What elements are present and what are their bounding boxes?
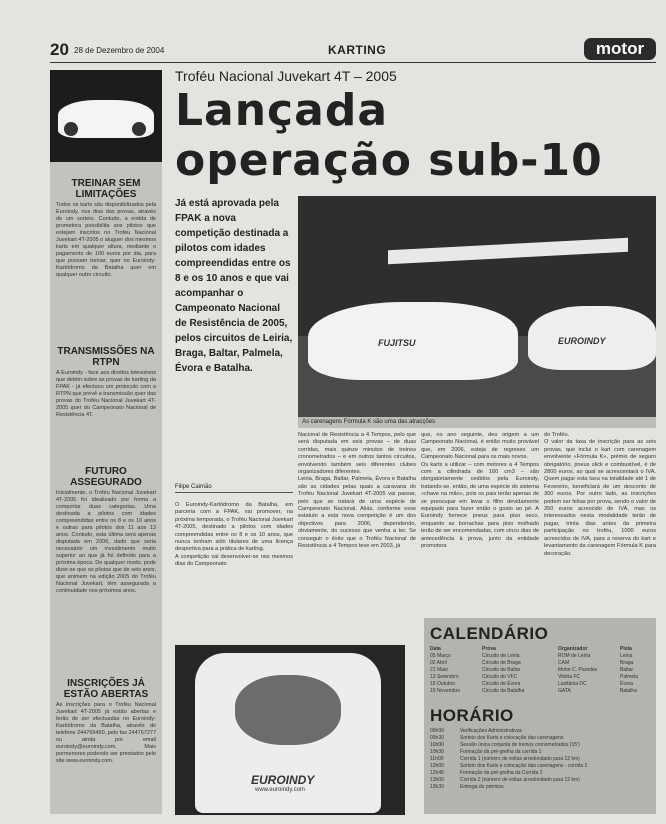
schedule-title: HORÁRIO bbox=[430, 706, 514, 725]
calendar-cell: 13 Setembro bbox=[430, 674, 459, 680]
schedule-row bbox=[430, 749, 654, 756]
calendar-cell: Circuito de Leiria bbox=[482, 653, 520, 659]
calendar-cell: Circuito de Évora bbox=[482, 681, 521, 687]
calendar-cell: Circuito de Braga bbox=[482, 660, 521, 666]
article-column-1: O Euroindy-Kartódromo da Batalha, em parceria com a FPAK, vai promover, na próxima temporada, o Troféu Nacional Juvekart 4T-2005, destinado a pilotos com idades compreendidas entre os 8 e os 10 anos, que nunca tenham sido titulares de uma licença desportiva para a prática de karting. A competição vai desenvolver-se nos mesmos dias do Campeonato bbox=[175, 502, 293, 568]
sidebar-box-text: As inscrições para o Troféu Nacional Juvekart 4T-2005 já estão abertas e terão de ser efectuadas no Euroindy-Kartódromo da Batalha, através do telefone 244769450, pelo fax 244767277 ou ainda por email euroindy@euroindy.com. Mais pormenores podendo ser prestados pelo site www.euroindy.com. bbox=[56, 702, 157, 764]
article-column-2: Nacional de Resistência a 4 Tempos, pelo que será disputada em seis provas – de duas corridas, mais quinze minutos de treinos cronometrados – e em outros tantos circuitos, envolvendo também seis diferentes clubes organizadores diferentes. Leiria, Braga, Baltar, Palmela, Évora e Batalha são as cidades pelas quais a caravana do Troféu Nacional Juvekart 4T-2005 vai passar, pelo que se tratará de uma espécie de Campeonato Nacional. Aliás, conforme esse estatuto a esta nova competição é um dos objectivos para 2006, dependendo, obviamente, do sucesso que venha a ter. Se conseguir o êxito que o Troféu Nacional de Resistência a 4 Tempos teve em 2003, já bbox=[298, 432, 416, 550]
calendar-cell: 05 Março bbox=[430, 653, 451, 659]
schedule-row bbox=[430, 742, 654, 749]
schedule-time: 12h45 bbox=[430, 770, 444, 776]
kart-bodywork-photo bbox=[175, 645, 405, 815]
calendar-box bbox=[424, 618, 656, 814]
byline-rule bbox=[175, 492, 293, 493]
schedule-row bbox=[430, 763, 654, 770]
schedule-event: Corrida 2 (número de voltas arredondado para 12 km) bbox=[460, 777, 580, 783]
calendar-row bbox=[430, 653, 654, 660]
calendar-cell: ROM de Leiria bbox=[558, 653, 591, 659]
article-kicker: Troféu Nacional Juvekart 4T – 2005 bbox=[175, 68, 397, 84]
schedule-row bbox=[430, 784, 654, 791]
calendar-cell: Motor C. Paredes bbox=[558, 667, 598, 673]
schedule-event: Verificações Administrativas bbox=[460, 728, 522, 734]
schedule-event: Formação da pré-grelha da Corrida 2 bbox=[460, 770, 543, 776]
schedule-time: 13h30 bbox=[430, 784, 444, 790]
kart-shape bbox=[308, 302, 518, 380]
schedule-time: 11h00 bbox=[430, 756, 444, 762]
headline-line-2: operação sub-10 bbox=[175, 135, 603, 186]
calendar-row bbox=[430, 681, 654, 688]
calendar-row bbox=[430, 667, 654, 674]
calendar-cell: 02 Abril bbox=[430, 660, 447, 666]
schedule-time: 10h00 bbox=[430, 742, 444, 748]
calendar-cell: Braga bbox=[620, 660, 634, 666]
sidebar-box-title: INSCRIÇÕES JÁ ESTÃO ABERTAS bbox=[63, 678, 149, 700]
sidebar-box-text: Inicialmente, o Troféu Nacional Juvekart 4T-2005 foi idealizado por forma a comportar duas categorias. Uma destinada a pilotos com idades compreendidas entre os 8 e os 10 anos e outras para pilotos dos 11 aos 13 anos. Contudo, esta última será apenas disputada em 2006, dado que seria necessário um investimento muito superior ao que já foi definido para a próxima época. De qualquer modo, pode dizer-se que os pilotos que de seis anos, que animem na edição 2005 do Troféu Nacional Juvekart, têm assegurada a continuidade nos próximos anos. bbox=[56, 490, 156, 594]
calendar-row bbox=[430, 688, 654, 695]
calendar-cell: GATA bbox=[558, 688, 571, 694]
sidebar bbox=[50, 70, 162, 814]
article-lead: Já está aprovada pela FPAK a nova competição destinada a pilotos com idades compreendidas entre os 8 e os 10 anos e que vai acompanhar o Campeonato Nacional de Resistência de 2005, pelos circuitos de Leiria, Braga, Baltar, Palmela, Évora e Batalha. bbox=[175, 198, 293, 374]
schedule-event: Sorteio dos Karts e colocação das carenagens - corrida 2 bbox=[460, 763, 588, 769]
kart-sponsor-label: EUROINDY bbox=[251, 773, 315, 787]
calendar-header-cell: Pista bbox=[620, 646, 632, 652]
schedule-time: 09h30 bbox=[430, 735, 444, 741]
kart-sponsor-label: FUJITSU bbox=[378, 338, 416, 348]
schedule-event: Sorteio dos Karts e colocação das carenagens bbox=[460, 735, 564, 741]
issue-date: 28 de Dezembro de 2004 bbox=[74, 46, 165, 55]
calendar-row bbox=[430, 674, 654, 681]
wheel-shape bbox=[132, 122, 146, 136]
schedule-time: 12h00 bbox=[430, 763, 444, 769]
calendar-cell: Palmela bbox=[620, 674, 639, 680]
article-byline: Filipe Caimão bbox=[175, 484, 212, 490]
article-column-3: que, no ano seguinte, deu origem a um Campeonato Nacional, é então muito provável que, em 2006, esteja de regresso um Campeonato Nacional para os mais novos. Os karts a utilizar – com motores a 4 Tempos com a cilindrada de 160 cm3 – são obrigatoriamente cedidos pela Euroindy, tratando-se, então, de uma espécie do sistema «chave na mão», pois os pais terão apenas de se preocupar em levar o filho devidamente equipado para fazer então o gosto ao pé. A Euroindy fornece pneus para piso seco, enquanto as borrachas para piso molhado terão de ser encomendadas, com cinco dias de antecedência à prova, junto da entidade promotora bbox=[421, 432, 539, 550]
schedule-row bbox=[430, 735, 654, 742]
sidebar-box-title: FUTURO ASSEGURADO bbox=[70, 466, 142, 488]
kart-sponsor-url: www.euroindy.com bbox=[255, 787, 305, 793]
calendar-cell: Circuito de Baltar bbox=[482, 667, 521, 673]
calendar-cell: CAM bbox=[558, 660, 570, 666]
kart-shape bbox=[195, 653, 381, 813]
calendar-cell: Batalha bbox=[620, 688, 637, 694]
photo-caption: As carenagens Fórmula K são uma das atracções bbox=[298, 417, 656, 428]
page-number: 20 bbox=[50, 40, 69, 59]
calendar-title: CALENDÁRIO bbox=[430, 624, 549, 643]
calendar-cell: Évora bbox=[620, 681, 634, 687]
kart-sponsor-label: EUROINDY bbox=[558, 336, 606, 346]
race-karts-photo bbox=[298, 196, 656, 428]
schedule-time: 09h00 bbox=[430, 728, 444, 734]
calendar-header-row bbox=[430, 646, 654, 653]
article-column-4: do Troféu. O valor da taxa de inscrição para as seis provas, que inclui o kart com carenagem envolvente «Fórmula K», prémio de seguro obrigatório, pneus slick e combustível, é de 2800 euros, ao qual se acrescentará o IVA. Quem pagar esta taxa na totalidade até 1 de Fevereiro, beneficiará de um desconto de 300 euros. Por outro lado, as inscrições podem ser feitas por prova, sendo o valor de 350 euros acrescido de IVA, mas os interessados nesta modalidade terão de pagar, trinta dias antes da primeira participação no troféu, 1000 euros acrescidos de IVA, para a reserva do kart e levantamento da carenagem Fórmula K para decoração. bbox=[544, 432, 656, 557]
headline-line-1: Lançada bbox=[175, 85, 389, 136]
calendar-cell: Circuito da Batalha bbox=[482, 688, 525, 694]
calendar-header-cell: Data bbox=[430, 646, 441, 652]
sidebar-box-title: TRANSMISSÕES NA RTPN bbox=[57, 346, 155, 368]
schedule-row bbox=[430, 770, 654, 777]
schedule-event: Sessão única conjunta de treinos cronometrados (15') bbox=[460, 742, 580, 748]
calendar-header-cell: Organizador bbox=[558, 646, 588, 652]
cockpit-shape bbox=[235, 675, 341, 745]
sidebar-box-title: TREINAR SEM LIMITAÇÕES bbox=[71, 178, 141, 200]
kart-shape bbox=[528, 306, 656, 370]
schedule-event: Formação da pré-grelha da corrida 1 bbox=[460, 749, 542, 755]
wheel-shape bbox=[64, 122, 78, 136]
calendar-cell: Circuito do VFC bbox=[482, 674, 518, 680]
sidebar-box-text: A Euroindy - face aos direitos televisivos que detém sobre as provas de karting da FPAK - já efectuou um protocolo com a RTPN que prevê a transmissão quer das provas do Troféu Nacional Juvekart 4T-2005 quer do Campeonato Nacional de Resistência 4T. bbox=[56, 370, 156, 418]
publication-logo: motor bbox=[584, 38, 656, 60]
calendar-cell: 19 Novembro bbox=[430, 688, 461, 694]
schedule-row bbox=[430, 777, 654, 784]
sidebar-kart-photo bbox=[50, 70, 162, 162]
schedule-row bbox=[430, 756, 654, 763]
calendar-cell: 15 Outubro bbox=[430, 681, 456, 687]
schedule-event: Entrega de prémios bbox=[460, 784, 504, 790]
schedule-time: 13h00 bbox=[430, 777, 444, 783]
calendar-cell: Lusitânia DC bbox=[558, 681, 587, 687]
calendar-cell: Vitória FC bbox=[558, 674, 581, 680]
calendar-header-cell: Prova bbox=[482, 646, 496, 652]
article-headline bbox=[175, 86, 603, 186]
schedule-time: 10h30 bbox=[430, 749, 444, 755]
sidebar-box-text: Todos os karts são disponibilizados pela Euroindy, nos dias das provas, através de um sorteio. Contudo, a entida de promotora possibilita aos pilotos que estejam inscritos no Troféu Nacional Juvekart 4T-2005 o aluguer dos mesmos karts em qualquer altura, mediante o pagamento de 100 euros por dia, para que possam treinar, quer no Euroindy-Kartódromo da Batalha quer em qualquer outro circuito. bbox=[56, 202, 156, 278]
section-name: KARTING bbox=[328, 43, 387, 57]
schedule-event: Corrida 1 (número de voltas arredondado para 12 km) bbox=[460, 756, 580, 762]
calendar-cell: Leiria bbox=[620, 653, 633, 659]
calendar-row bbox=[430, 660, 654, 667]
schedule-row bbox=[430, 728, 654, 735]
sponsor-banner bbox=[388, 238, 628, 265]
calendar-cell: Baltar bbox=[620, 667, 634, 673]
calendar-cell: 21 Maio bbox=[430, 667, 448, 673]
page-header bbox=[50, 40, 656, 63]
